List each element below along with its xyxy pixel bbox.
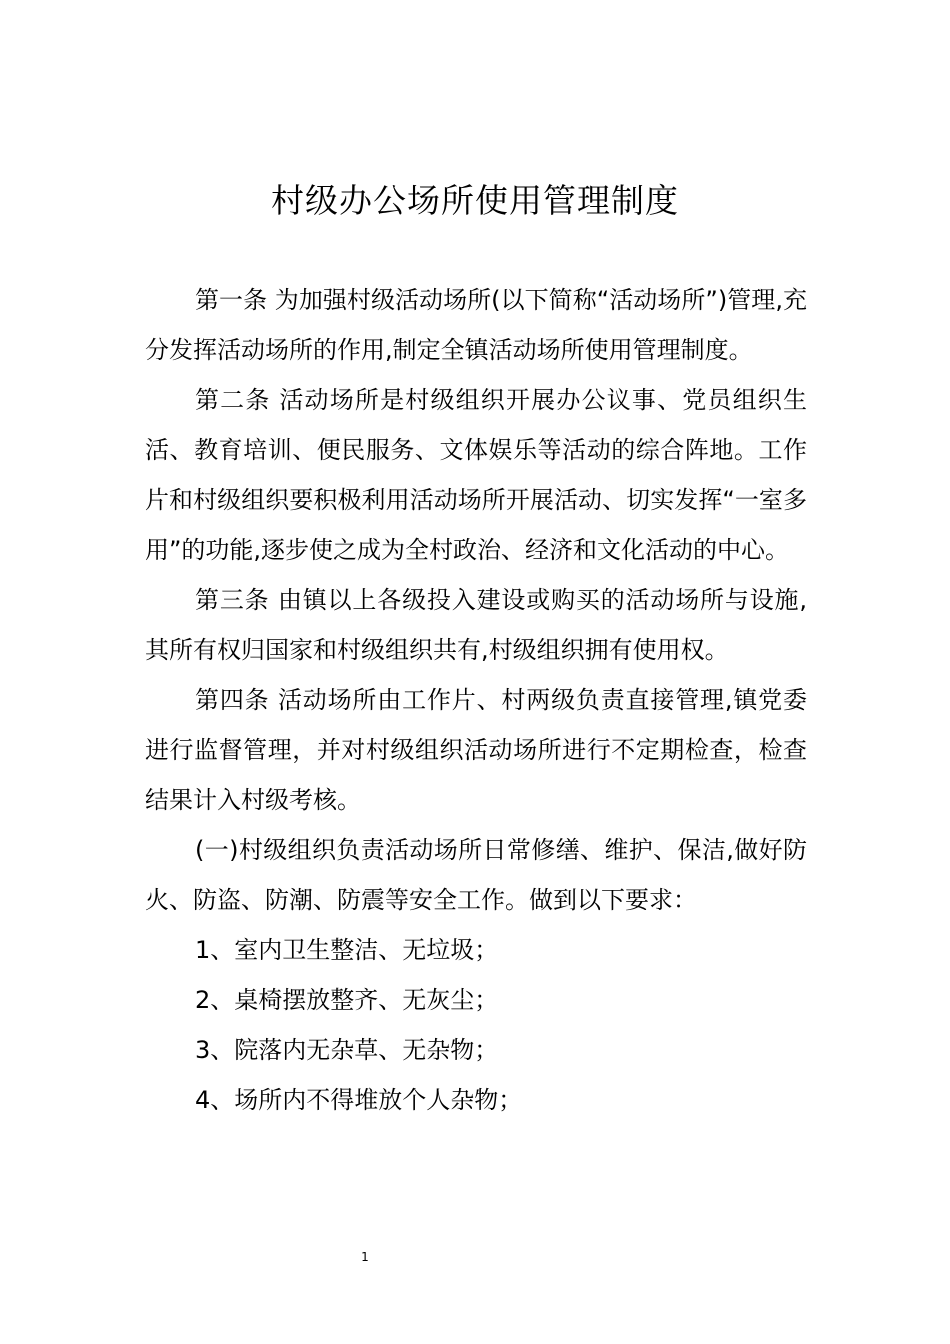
list-item: 4、场所内不得堆放个人杂物； bbox=[195, 1086, 523, 1114]
list-item: 3、院落内无杂草、无杂物； bbox=[195, 1036, 499, 1064]
document-title: 村级办公场所使用管理制度 bbox=[271, 181, 679, 220]
paragraph-article-3: 第三条 由镇以上各级投入建设或购买的活动场所与设施,其所有权归国家和村级组织共有,村级组织拥有使用权。 bbox=[145, 586, 807, 664]
list-item: 2、桌椅摆放整齐、无灰尘； bbox=[195, 986, 499, 1014]
paragraph-article-1: 第一条 为加强村级活动场所(以下简称“活动场所”)管理,充分发挥活动场所的作用,制定全镇活动场所使用管理制度。 bbox=[145, 286, 807, 364]
document-body bbox=[145, 275, 807, 1125]
page-number: 1 bbox=[361, 1250, 369, 1264]
paragraph-article-2: 第二条 活动场所是村级组织开展办公议事、党员组织生活、教育培训、便民服务、文体娱乐等活动的综合阵地。工作片和村级组织要积极利用活动场所开展活动、切实发挥“一室多用”的功能,逐步使之成为全村政治、经济和文化活动的中心。 bbox=[145, 386, 807, 564]
paragraph-clause-1: (一)村级组织负责活动场所日常修缮、维护、保洁,做好防火、防盗、防潮、防震等安全工作。做到以下要求： bbox=[145, 836, 807, 914]
paragraph-article-4: 第四条 活动场所由工作片、村两级负责直接管理,镇党委进行监督管理，并对村级组织活动场所进行不定期检查，检查结果计入村级考核。 bbox=[145, 686, 807, 814]
list-item: 1、室内卫生整洁、无垃圾； bbox=[195, 936, 499, 964]
